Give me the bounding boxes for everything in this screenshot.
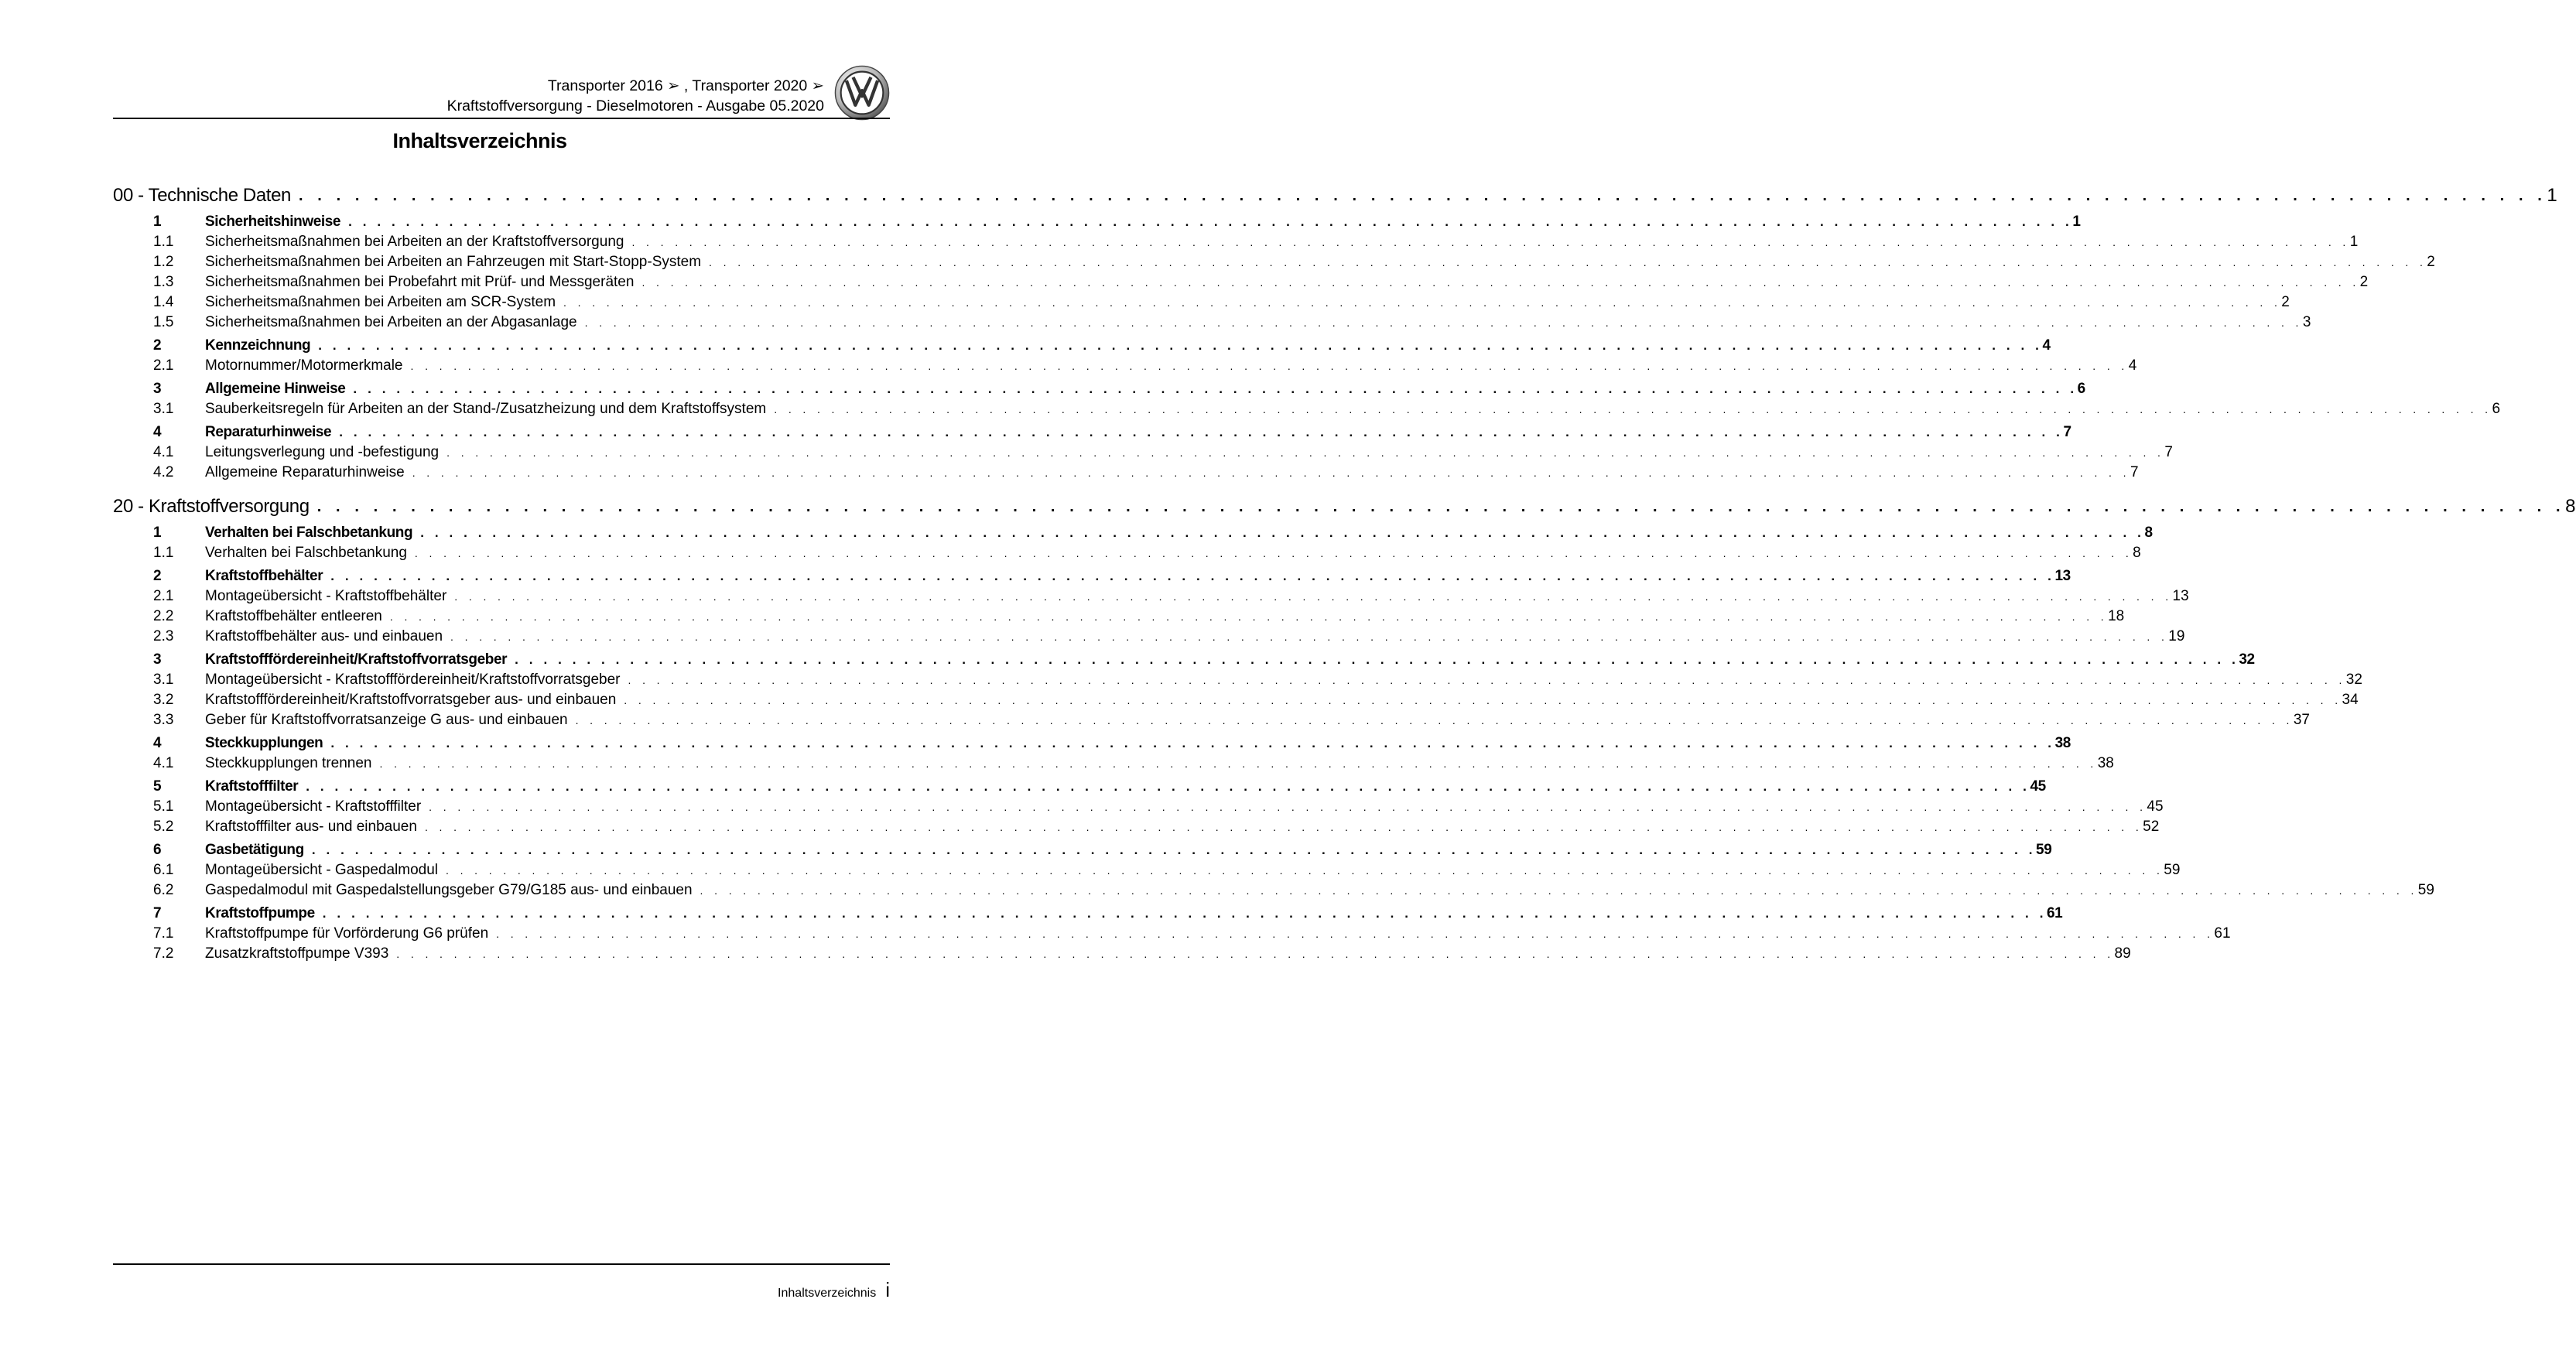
entry-number: 1.1 [153,545,174,561]
entry-page-number: 61 [2047,905,2063,921]
chapter-title: 00 - Technische Daten [113,185,291,206]
dot-leader: . . . . . . . . . . . . . . . . . . . . . . . . . . . . . . . . . . . . . . . . . . . . . . . . . . . . . . . . . . . . . . . . . . . . . . . . . . . . . . . . . . . . . . . . . . . . . . . . . . . . . . . . . . . . . . . . . . . . . . . . [624,694,2342,706]
chapter-page-number: 1 [2547,185,2557,206]
entry-page-number: 18 [2108,608,2125,624]
entry-title: Allgemeine Hinweise [205,381,346,397]
entry-number: 6.1 [153,862,174,878]
entry-title: Sicherheitsmaßnahmen bei Arbeiten am SCR-System [205,294,556,310]
entry-page-number: 8 [2133,545,2141,561]
entry-number: 4 [153,424,162,440]
dot-leader: . . . . . . . . . . . . . . . . . . . . . . . . . . . . . . . . . . . . . . . . . . . . . . . . . . . . . . . . . . . . . . . . . . . . . . . . . . . . . . . . . . . . . . . . . . . . . . . . . . . . . . . . . . . . . . . . . . . . . . . . [330,736,2055,750]
entry-title: Geber für Kraftstoffvorratsanzeige G aus- und einbauen [205,712,568,728]
entry-title: Montageübersicht - Kraftstoffbehälter [205,588,447,604]
entry-page-number: 37 [2293,712,2310,728]
entry-page-number: 61 [2214,925,2231,942]
entry-number: 1 [153,214,162,230]
entry-title: Kraftstoffpumpe [205,905,315,921]
entry-number: 3 [153,381,162,397]
entry-title: Montageübersicht - Kraftstofffilter [205,798,422,815]
entry-number: 5 [153,778,162,795]
entry-number: 1.1 [153,234,174,250]
entry-page-number: 1 [2072,214,2081,230]
entry-title: Sicherheitsmaßnahmen bei Arbeiten an Fahrzeugen mit Start-Stopp-System [205,254,702,270]
entry-page-number: 59 [2036,842,2052,858]
entry-number: 1 [153,525,162,541]
toc-subsection-entry[interactable] [113,627,2185,647]
footer-label: Inhaltsverzeichnis [778,1287,877,1300]
entry-number: 1.2 [153,254,174,270]
entry-title: Sicherheitsmaßnahmen bei Arbeiten an der Kraftstoffversorgung [205,234,624,250]
entry-page-number: 7 [2164,444,2173,460]
dot-leader: . . . . . . . . . . . . . . . . . . . . . . . . . . . . . . . . . . . . . . . . . . . . . . . . . . . . . . . . . . . . . . . . . . . . . . . . . . . . . . . . . . . . . . . . . . . . . . . . . . . . . . . . . . . . . . . . . . . . . . . . [389,610,2109,623]
entry-title: Verhalten bei Falschbetankung [205,545,407,561]
toc-section-entry[interactable] [113,336,2051,356]
entry-number: 5.1 [153,798,174,815]
entry-title: Kennzeichnung [205,337,311,354]
toc-subsection-entry[interactable] [113,543,2141,563]
entry-number: 2 [153,337,162,354]
dot-leader: . . . . . . . . . . . . . . . . . . . . . . . . . . . . . . . . . . . . . . . . . . . . . . . . . . . . . . . . . . . . . . . . . . . . . . . . . . . . . . . . . . . . . . . . . . . . . . . . . . . . . . . . . . . . . . . . . . . . . . . . [774,403,2492,415]
chapter-title: 20 - Kraftstoffversorgung [113,496,310,517]
dot-leader: . . . . . . . . . . . . . . . . . . . . . . . . . . . . . . . . . . . . . . . . . . . . . . . . . . . . . . . . . . . . . . . . . . . . . . . . . . . . . . . . . . . . . . . . . . . . . . . . . . . . . . . . . . . . . . . . . . . . . . . . [318,338,2043,353]
entry-page-number: 3 [2302,314,2311,330]
dot-leader: . . . . . . . . . . . . . . . . . . . . . . . . . . . . . . . . . . . . . . . . . . . . . . . . . . . . . . . . . . . . . . . . . . . . . . . . . . . . . . . . . . . . . . . . . . . . . . . . . . . . . . . . . . . . . . . . . . . . . . . . [429,801,2147,813]
entry-number: 2 [153,568,162,584]
entry-number: 3.3 [153,712,174,728]
dot-leader: . . . . . . . . . . . . . . . . . . . . . . . . . . . . . . . . . . . . . . . . . . . . . . . . . . . . . . . . . . . . . . . . . . . . . . . . . . . . . . . . . . . . . . . . . . . . . . . . . . . . . . . . . . . . . . . . . . . . . . . . [316,497,2566,515]
entry-title: Kraftstofffilter aus- und einbauen [205,819,417,835]
dot-leader: . . . . . . . . . . . . . . . . . . . . . . . . . . . . . . . . . . . . . . . . . . . . . . . . . . . . . . . . . . . . . . . . . . . . . . . . . . . . . . . . . . . . . . . . . . . . . . . . . . . . . . . . . . . . . . . . . . . . . . . . [709,256,2427,268]
entry-page-number: 45 [2147,798,2164,815]
dot-leader: . . . . . . . . . . . . . . . . . . . . . . . . . . . . . . . . . . . . . . . . . . . . . . . . . . . . . . . . . . . . . . . . . . . . . . . . . . . . . . . . . . . . . . . . . . . . . . . . . . . . . . . . . . . . . . . . . . . . . . . . [450,631,2169,643]
entry-title: Zusatzkraftstoffpumpe V393 [205,945,389,962]
footer-page-number: i [885,1278,890,1301]
entry-title: Motornummer/Motormerkmale [205,357,403,374]
entry-number: 4.1 [153,444,174,460]
dot-leader: . . . . . . . . . . . . . . . . . . . . . . . . . . . . . . . . . . . . . . . . . . . . . . . . . . . . . . . . . . . . . . . . . . . . . . . . . . . . . . . . . . . . . . . . . . . . . . . . . . . . . . . . . . . . . . . . . . . . . . . . [412,467,2130,479]
entry-number: 4.1 [153,755,174,771]
toc-subsection-entry[interactable] [113,690,2359,710]
entry-page-number: 2 [2281,294,2290,310]
dot-leader: . . . . . . . . . . . . . . . . . . . . . . . . . . . . . . . . . . . . . . . . . . . . . . . . . . . . . . . . . . . . . . . . . . . . . . . . . . . . . . . . . . . . . . . . . . . . . . . . . . . . . . . . . . . . . . . . . . . . . . . . [330,569,2055,583]
page-title: Inhaltsverzeichnis [392,129,567,152]
entry-title: Kraftstoffbehälter aus- und einbauen [205,628,443,644]
toc-section-entry[interactable] [113,212,2081,232]
entry-page-number: 2 [2359,274,2369,290]
dot-leader: . . . . . . . . . . . . . . . . . . . . . . . . . . . . . . . . . . . . . . . . . . . . . . . . . . . . . . . . . . . . . . . . . . . . . . . . . . . . . . . . . . . . . . . . . . . . . . . . . . . . . . . . . . . . . . . . . . . . . . . . [563,296,2282,309]
entry-number: 3.1 [153,672,174,688]
entry-page-number: 32 [2239,651,2255,668]
dot-leader: . . . . . . . . . . . . . . . . . . . . . . . . . . . . . . . . . . . . . . . . . . . . . . . . . . . . . . . . . . . . . . . . . . . . . . . . . . . . . . . . . . . . . . . . . . . . . . . . . . . . . . . . . . . . . . . . . . . . . . . . [396,948,2115,960]
entry-number: 2.3 [153,628,174,644]
toc-section-entry[interactable] [113,733,2071,754]
page-header [113,74,890,118]
entry-title: Kraftstoffbehälter entleeren [205,608,382,624]
entry-title: Gasbetätigung [205,842,304,858]
entry-title: Steckkupplungen [205,735,323,751]
entry-page-number: 1 [2349,234,2359,250]
entry-page-number: 89 [2114,945,2131,962]
entry-title: Kraftstofffilter [205,778,299,795]
entry-number: 1.5 [153,314,174,330]
dot-leader: . . . . . . . . . . . . . . . . . . . . . . . . . . . . . . . . . . . . . . . . . . . . . . . . . . . . . . . . . . . . . . . . . . . . . . . . . . . . . . . . . . . . . . . . . . . . . . . . . . . . . . . . . . . . . . . . . . . . . . . . [322,906,2047,921]
dot-leader: . . . . . . . . . . . . . . . . . . . . . . . . . . . . . . . . . . . . . . . . . . . . . . . . . . . . . . . . . . . . . . . . . . . . . . . . . . . . . . . . . . . . . . . . . . . . . . . . . . . . . . . . . . . . . . . . . . . . . . . . [641,276,2360,289]
entry-title: Reparaturhinweise [205,424,332,440]
toc-subsection-entry[interactable] [113,356,2137,376]
dot-leader: . . . . . . . . . . . . . . . . . . . . . . . . . . . . . . . . . . . . . . . . . . . . . . . . . . . . . . . . . . . . . . . . . . . . . . . . . . . . . . . . . . . . . . . . . . . . . . . . . . . . . . . . . . . . . . . . . . . . . . . . [410,360,2129,372]
entry-number: 7.1 [153,925,174,942]
entry-page-number: 8 [2144,525,2153,541]
dot-leader: . . . . . . . . . . . . . . . . . . . . . . . . . . . . . . . . . . . . . . . . . . . . . . . . . . . . . . . . . . . . . . . . . . . . . . . . . . . . . . . . . . . . . . . . . . . . . . . . . . . . . . . . . . . . . . . . . . . . . . . . [424,821,2143,833]
dot-leader: . . . . . . . . . . . . . . . . . . . . . . . . . . . . . . . . . . . . . . . . . . . . . . . . . . . . . . . . . . . . . . . . . . . . . . . . . . . . . . . . . . . . . . . . . . . . . . . . . . . . . . . . . . . . . . . . . . . . . . . . [700,884,2418,897]
dot-leader: . . . . . . . . . . . . . . . . . . . . . . . . . . . . . . . . . . . . . . . . . . . . . . . . . . . . . . . . . . . . . . . . . . . . . . . . . . . . . . . . . . . . . . . . . . . . . . . . . . . . . . . . . . . . . . . . . . . . . . . . [298,186,2547,204]
entry-number: 3.1 [153,401,174,417]
toc-subsection-entry[interactable] [113,443,2173,463]
entry-page-number: 13 [2172,588,2189,604]
entry-number: 7.2 [153,945,174,962]
entry-page-number: 38 [2054,735,2071,751]
entry-title: Kraftstoffbehälter [205,568,323,584]
table-of-contents [113,183,2576,964]
toc-subsection-entry[interactable] [113,710,2310,730]
entry-title: Sicherheitsmaßnahmen bei Probefahrt mit Prüf- und Messgeräten [205,274,635,290]
entry-number: 1.4 [153,294,174,310]
toc-subsection-entry[interactable] [113,463,2139,483]
entry-page-number: 59 [2164,862,2181,878]
entry-number: 1.3 [153,274,174,290]
entry-page-number: 59 [2417,882,2434,898]
entry-title: Steckkupplungen trennen [205,755,372,771]
dot-leader: . . . . . . . . . . . . . . . . . . . . . . . . . . . . . . . . . . . . . . . . . . . . . . . . . . . . . . . . . . . . . . . . . . . . . . . . . . . . . . . . . . . . . . . . . . . . . . . . . . . . . . . . . . . . . . . . . . . . . . . . [496,928,2215,940]
dot-leader: . . . . . . . . . . . . . . . . . . . . . . . . . . . . . . . . . . . . . . . . . . . . . . . . . . . . . . . . . . . . . . . . . . . . . . . . . . . . . . . . . . . . . . . . . . . . . . . . . . . . . . . . . . . . . . . . . . . . . . . . [379,757,2098,770]
toc-subsection-entry[interactable] [113,313,2311,333]
entry-page-number: 2 [2427,254,2435,270]
entry-page-number: 19 [2168,628,2185,644]
toc-chapter-entry[interactable] [113,494,2576,520]
toc-subsection-entry[interactable] [113,607,2125,627]
toc-subsection-entry[interactable] [113,586,2189,607]
header-vehicle-models: Transporter 2016 ➢ , Transporter 2020 ➢ [547,77,824,94]
entry-page-number: 7 [2063,424,2071,440]
entry-page-number: 6 [2077,381,2085,397]
entry-page-number: 38 [2097,755,2114,771]
header-manual-title: Kraftstoffversorgung - Dieselmotoren - Ausgabe 05.2020 [446,97,824,115]
entry-number: 4.2 [153,464,174,480]
toc-subsection-entry[interactable] [113,944,2131,964]
dot-leader: . . . . . . . . . . . . . . . . . . . . . . . . . . . . . . . . . . . . . . . . . . . . . . . . . . . . . . . . . . . . . . . . . . . . . . . . . . . . . . . . . . . . . . . . . . . . . . . . . . . . . . . . . . . . . . . . . . . . . . . . [414,547,2133,559]
toc-section-entry[interactable] [113,422,2071,443]
toc-section-entry[interactable] [113,650,2255,670]
entry-title: Montageübersicht - Gaspedalmodul [205,862,439,878]
toc-subsection-entry[interactable] [113,399,2501,419]
entry-title: Leitungsverlegung und -befestigung [205,444,440,460]
dot-leader: . . . . . . . . . . . . . . . . . . . . . . . . . . . . . . . . . . . . . . . . . . . . . . . . . . . . . . . . . . . . . . . . . . . . . . . . . . . . . . . . . . . . . . . . . . . . . . . . . . . . . . . . . . . . . . . . . . . . . . . . [446,864,2164,877]
toc-subsection-entry[interactable] [113,272,2369,292]
toc-chapter-entry[interactable] [113,183,2557,209]
toc-section-entry[interactable] [113,379,2085,399]
entry-title: Montageübersicht - Kraftstofffördereinheit/Kraftstoffvorratsgeber [205,672,621,688]
entry-title: Kraftstoffpumpe für Vorförderung G6 prüfen [205,925,489,942]
entry-number: 3.2 [153,692,174,708]
entry-title: Sicherheitsmaßnahmen bei Arbeiten an der Abgasanlage [205,314,577,330]
dot-leader: . . . . . . . . . . . . . . . . . . . . . . . . . . . . . . . . . . . . . . . . . . . . . . . . . . . . . . . . . . . . . . . . . . . . . . . . . . . . . . . . . . . . . . . . . . . . . . . . . . . . . . . . . . . . . . . . . . . . . . . . [339,425,2064,439]
chapter-spacer [113,483,890,494]
entry-page-number: 45 [2030,778,2046,795]
entry-number: 7 [153,905,162,921]
dot-leader: . . . . . . . . . . . . . . . . . . . . . . . . . . . . . . . . . . . . . . . . . . . . . . . . . . . . . . . . . . . . . . . . . . . . . . . . . . . . . . . . . . . . . . . . . . . . . . . . . . . . . . . . . . . . . . . . . . . . . . . . [420,525,2145,540]
toc-subsection-entry[interactable] [113,797,2164,817]
dot-leader: . . . . . . . . . . . . . . . . . . . . . . . . . . . . . . . . . . . . . . . . . . . . . . . . . . . . . . . . . . . . . . . . . . . . . . . . . . . . . . . . . . . . . . . . . . . . . . . . . . . . . . . . . . . . . . . . . . . . . . . . [348,214,2073,229]
toc-section-entry[interactable] [113,777,2046,797]
dot-leader: . . . . . . . . . . . . . . . . . . . . . . . . . . . . . . . . . . . . . . . . . . . . . . . . . . . . . . . . . . . . . . . . . . . . . . . . . . . . . . . . . . . . . . . . . . . . . . . . . . . . . . . . . . . . . . . . . . . . . . . . [353,381,2078,396]
dot-leader: . . . . . . . . . . . . . . . . . . . . . . . . . . . . . . . . . . . . . . . . . . . . . . . . . . . . . . . . . . . . . . . . . . . . . . . . . . . . . . . . . . . . . . . . . . . . . . . . . . . . . . . . . . . . . . . . . . . . . . . . [446,446,2165,459]
toc-subsection-entry[interactable] [113,252,2435,272]
toc-subsection-entry[interactable] [113,860,2181,880]
chapter-page-number: 8 [2565,496,2576,517]
entry-page-number: 6 [2492,401,2501,417]
dot-leader: . . . . . . . . . . . . . . . . . . . . . . . . . . . . . . . . . . . . . . . . . . . . . . . . . . . . . . . . . . . . . . . . . . . . . . . . . . . . . . . . . . . . . . . . . . . . . . . . . . . . . . . . . . . . . . . . . . . . . . . . [584,316,2303,329]
entry-page-number: 13 [2054,568,2071,584]
entry-title: Sicherheitshinweise [205,214,341,230]
entry-number: 6 [153,842,162,858]
toc-subsection-entry[interactable] [113,924,2231,944]
toc-subsection-entry[interactable] [113,292,2290,313]
entry-title: Allgemeine Reparaturhinweise [205,464,405,480]
page-footer [778,1278,890,1302]
dot-leader: . . . . . . . . . . . . . . . . . . . . . . . . . . . . . . . . . . . . . . . . . . . . . . . . . . . . . . . . . . . . . . . . . . . . . . . . . . . . . . . . . . . . . . . . . . . . . . . . . . . . . . . . . . . . . . . . . . . . . . . . [628,674,2346,686]
toc-subsection-entry[interactable] [113,232,2359,252]
entry-page-number: 32 [2345,672,2362,688]
entry-page-number: 7 [2130,464,2139,480]
entry-page-number: 4 [2042,337,2051,354]
toc-subsection-entry[interactable] [113,754,2114,774]
toc-section-entry[interactable] [113,523,2153,543]
toc-section-entry[interactable] [113,904,2063,924]
entry-title: Sauberkeitsregeln für Arbeiten an der Stand-/Zusatzheizung und dem Kraftstoffsystem [205,401,767,417]
dot-leader: . . . . . . . . . . . . . . . . . . . . . . . . . . . . . . . . . . . . . . . . . . . . . . . . . . . . . . . . . . . . . . . . . . . . . . . . . . . . . . . . . . . . . . . . . . . . . . . . . . . . . . . . . . . . . . . . . . . . . . . . [515,652,2239,667]
toc-section-entry[interactable] [113,566,2071,586]
dot-leader: . . . . . . . . . . . . . . . . . . . . . . . . . . . . . . . . . . . . . . . . . . . . . . . . . . . . . . . . . . . . . . . . . . . . . . . . . . . . . . . . . . . . . . . . . . . . . . . . . . . . . . . . . . . . . . . . . . . . . . . . [306,779,2030,794]
toc-section-entry[interactable] [113,840,2052,860]
entry-number: 2.1 [153,588,174,604]
entry-title: Kraftstofffördereinheit/Kraftstoffvorratsgeber aus- und einbauen [205,692,617,708]
entry-number: 5.2 [153,819,174,835]
entry-number: 3 [153,651,162,668]
toc-subsection-entry[interactable] [113,670,2362,690]
dot-leader: . . . . . . . . . . . . . . . . . . . . . . . . . . . . . . . . . . . . . . . . . . . . . . . . . . . . . . . . . . . . . . . . . . . . . . . . . . . . . . . . . . . . . . . . . . . . . . . . . . . . . . . . . . . . . . . . . . . . . . . . [631,236,2350,248]
entry-title: Gaspedalmodul mit Gaspedalstellungsgeber G79/G185 aus- und einbauen [205,882,693,898]
toc-subsection-entry[interactable] [113,817,2160,837]
dot-leader: . . . . . . . . . . . . . . . . . . . . . . . . . . . . . . . . . . . . . . . . . . . . . . . . . . . . . . . . . . . . . . . . . . . . . . . . . . . . . . . . . . . . . . . . . . . . . . . . . . . . . . . . . . . . . . . . . . . . . . . . [575,714,2294,726]
entry-title: Verhalten bei Falschbetankung [205,525,413,541]
entry-page-number: 52 [2143,819,2160,835]
dot-leader: . . . . . . . . . . . . . . . . . . . . . . . . . . . . . . . . . . . . . . . . . . . . . . . . . . . . . . . . . . . . . . . . . . . . . . . . . . . . . . . . . . . . . . . . . . . . . . . . . . . . . . . . . . . . . . . . . . . . . . . . [454,590,2173,603]
vw-logo-icon [834,65,890,121]
entry-page-number: 34 [2342,692,2359,708]
footer-divider [113,1263,890,1265]
entry-number: 2.1 [153,357,174,374]
entry-number: 4 [153,735,162,751]
entry-number: 6.2 [153,882,174,898]
entry-page-number: 4 [2128,357,2137,374]
entry-number: 2.2 [153,608,174,624]
header-divider [113,118,890,119]
entry-title: Kraftstofffördereinheit/Kraftstoffvorratsgeber [205,651,508,668]
dot-leader: . . . . . . . . . . . . . . . . . . . . . . . . . . . . . . . . . . . . . . . . . . . . . . . . . . . . . . . . . . . . . . . . . . . . . . . . . . . . . . . . . . . . . . . . . . . . . . . . . . . . . . . . . . . . . . . . . . . . . . . . [311,843,2037,857]
toc-subsection-entry[interactable] [113,880,2434,901]
